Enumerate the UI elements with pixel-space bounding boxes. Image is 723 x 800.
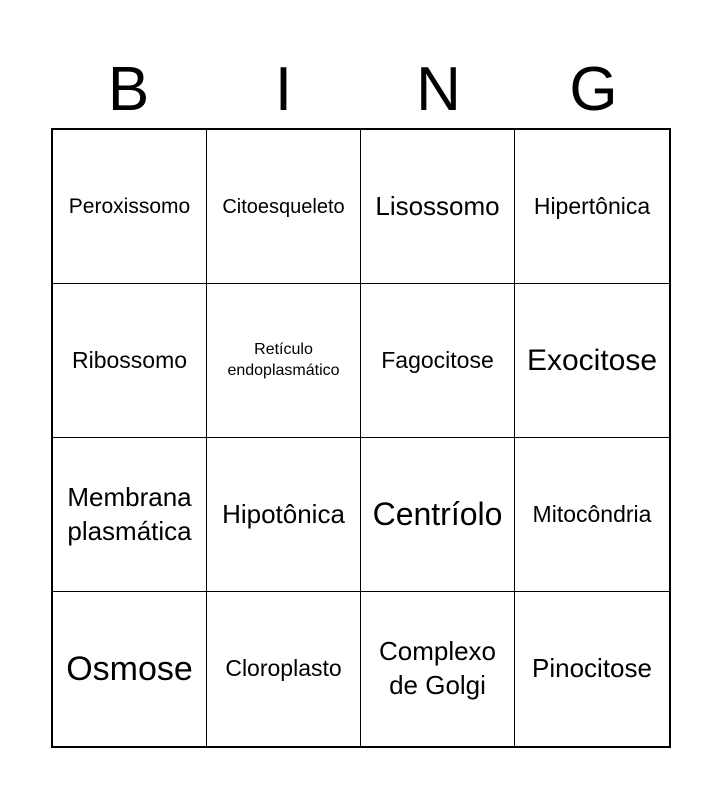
- bingo-cell[interactable]: [515, 130, 669, 284]
- cell-label: Hipotônica: [222, 498, 345, 529]
- cell-label: Peroxissomo: [68, 194, 191, 218]
- bingo-cell[interactable]: [207, 592, 361, 746]
- header-letter-i: I: [274, 55, 293, 124]
- bingo-cell[interactable]: [53, 438, 207, 592]
- bingo-cell[interactable]: [53, 592, 207, 746]
- cell-label: Mitocôndria: [532, 500, 652, 527]
- header-letter-n: N: [416, 55, 461, 124]
- bingo-cell[interactable]: [515, 592, 669, 746]
- cell-label: Exocitose: [526, 344, 658, 377]
- cell-label: Retículo endoplasmático: [227, 340, 340, 379]
- bingo-cell[interactable]: [361, 130, 515, 284]
- cell-label: Pinocitose: [532, 653, 652, 684]
- cell-label: Centríolo: [372, 495, 503, 532]
- bingo-cell[interactable]: [361, 592, 515, 746]
- bingo-cell[interactable]: [515, 284, 669, 438]
- cell-label: Citoesqueleto: [222, 195, 345, 218]
- cell-label: Membrana plasmática: [67, 481, 192, 546]
- cell-label: Cloroplasto: [225, 655, 342, 682]
- cell-label: Fagocitose: [381, 346, 494, 373]
- header-letter-g: G: [569, 55, 618, 124]
- bingo-cell[interactable]: [361, 438, 515, 592]
- bingo-cell[interactable]: [207, 438, 361, 592]
- bingo-cell[interactable]: [515, 438, 669, 592]
- bingo-cell[interactable]: [207, 130, 361, 284]
- cell-label: Complexo de Golgi: [378, 636, 497, 700]
- cell-label: Hipertônica: [533, 192, 651, 219]
- header-letter-b: B: [107, 55, 150, 124]
- bingo-cell[interactable]: [53, 130, 207, 284]
- bingo-cell[interactable]: [207, 284, 361, 438]
- bingo-header: [51, 52, 671, 128]
- cell-label: Ribossomo: [71, 346, 188, 373]
- bingo-cell[interactable]: [53, 284, 207, 438]
- cell-label: Lisossomo: [375, 190, 500, 221]
- cell-label: Osmose: [66, 649, 193, 688]
- bingo-board: [51, 128, 671, 748]
- bingo-cell[interactable]: [361, 284, 515, 438]
